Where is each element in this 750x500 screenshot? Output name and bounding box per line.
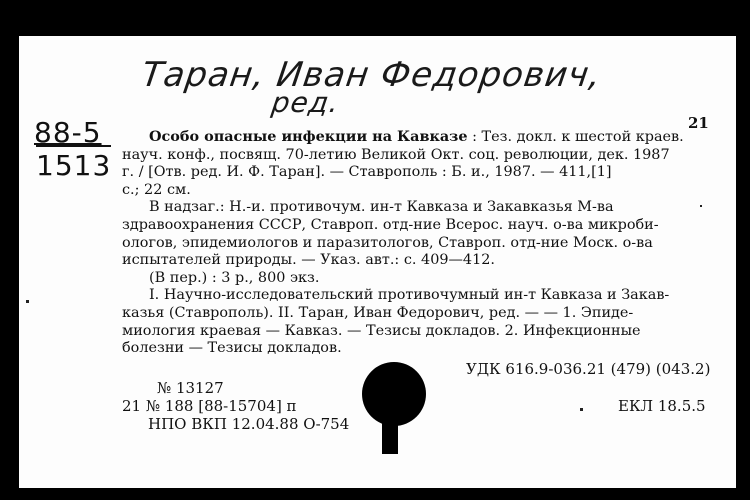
printer-line: НПО ВКП 12.04.88 О-754 [148, 415, 350, 433]
card-rod-slot [382, 418, 398, 454]
ekl-code: ЕКЛ 18.5.5 [618, 397, 706, 415]
handwritten-author: Таран, Иван Федорович, [139, 55, 604, 95]
tracing-line: I. Научно-исследовательский противочумный ин-т Кавказа и Закав- [149, 287, 670, 304]
bibliographic-record [122, 128, 712, 358]
record-line: с.; 22 см. [122, 181, 191, 198]
udk-code: УДК 616.9-036.21 (479) (043.2) [466, 360, 711, 378]
shelfmark-bottom: 1513 [36, 145, 111, 182]
note-line: здравоохранения СССР, Ставроп. отд-ние Всерос. науч. о-ва микроби- [122, 216, 659, 233]
scan-speck [700, 205, 702, 207]
card-punch-hole [362, 362, 426, 426]
scan-speck [26, 300, 29, 303]
record-title-rest: : Тез. докл. к шестой краев. [467, 129, 684, 145]
scan-speck [580, 408, 583, 411]
record-line: г. / [Отв. ред. И. Ф. Таран]. — Ставрополь : Б. и., 1987. — 411,[1] [122, 164, 612, 181]
record-title-line [122, 128, 712, 147]
record-title: Особо опасные инфекции на Кавказе [149, 128, 468, 145]
tracing-line: болезни — Тезисы докладов. [122, 340, 342, 357]
record-line: науч. конф., посвящ. 70-летию Великой Окт. соц. революции, дек. 1987 [122, 146, 670, 163]
note-line: испытателей природы. — Указ. авт.: с. 409—412. [122, 252, 495, 269]
scan-border [0, 0, 19, 500]
card-number: 21 [688, 114, 709, 132]
tracing-line: казья (Ставрополь). II. Таран, Иван Федорович, ред. — — 1. Эпиде- [122, 304, 634, 321]
handwritten-role: ред. [269, 86, 342, 119]
note-line: ологов, эпидемиологов и паразитологов, Ставроп. отд-ние Моск. о-ва [122, 234, 653, 251]
price-line: (В пер.) : 3 р., 800 экз. [149, 269, 320, 286]
shelfmark-top: 88-5 [34, 116, 102, 149]
record-number: № 13127 [157, 379, 224, 397]
order-line: 21 № 188 [88-15704] п [122, 397, 297, 415]
note-line: В надзаг.: Н.-и. противочум. ин-т Кавказа и Закавказья М-ва [149, 199, 614, 216]
tracing-line: миология краевая — Кавказ. — Тезисы докладов. 2. Инфекционные [122, 322, 641, 339]
